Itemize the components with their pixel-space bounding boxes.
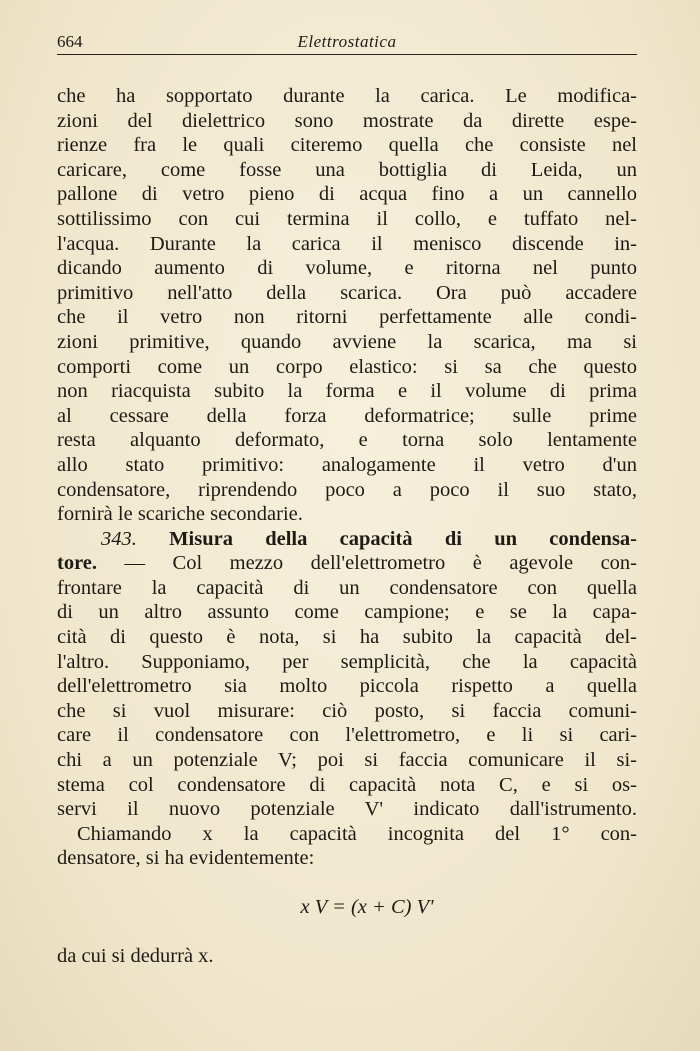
paragraph-calling-x bbox=[57, 822, 637, 871]
text-line: l'altro. Supponiamo, per semplicità, che la capacità bbox=[57, 650, 637, 673]
running-title: Elettrostatica bbox=[297, 32, 397, 51]
text-line: che il vetro non ritorni perfettamente alle condi- bbox=[57, 306, 637, 329]
text-line: Chiamando x la capacità incognita del 1° con- bbox=[77, 822, 637, 845]
text-line: pallone di vetro pieno di acqua fino a un cannello bbox=[57, 183, 637, 206]
section-title-part2: tore. bbox=[57, 552, 98, 575]
paragraph-dielectric bbox=[57, 84, 637, 527]
body-text bbox=[57, 84, 637, 968]
text-line: zioni del dielettrico sono mostrate da dirette espe- bbox=[57, 109, 637, 132]
section-number: 343. bbox=[101, 527, 137, 550]
text-line: allo stato primitivo: analogamente il vetro d'un bbox=[57, 453, 637, 476]
text-line: che ha sopportato durante la carica. Le modifica- bbox=[57, 85, 637, 107]
text-line: caricare, come fosse una bottiglia di Leida, un bbox=[57, 158, 637, 181]
text-line: dicando aumento di volume, e ritorna nel punto bbox=[57, 257, 637, 280]
text-line: condensatore, riprendendo poco a poco il suo stato, bbox=[57, 478, 637, 501]
text-line: densatore, si ha evidentemente: bbox=[57, 847, 315, 870]
text-line: zioni primitive, quando avviene la scarica, ma si bbox=[57, 330, 637, 353]
text-line: primitivo nell'atto della scarica. Ora può accadere bbox=[57, 281, 637, 304]
section-heading-line-2 bbox=[57, 551, 637, 576]
section-title-part1: Misura della capacità di un condensa- bbox=[169, 527, 638, 550]
paragraph-measure bbox=[57, 576, 637, 822]
text-line: resta alquanto deformato, e torna solo lentamente bbox=[57, 429, 637, 452]
formula: x V = (x + C) V' bbox=[300, 896, 434, 918]
text-line: sottilissimo con cui termina il collo, e tuffato nel- bbox=[57, 207, 637, 230]
text-line: servi il nuovo potenziale V' indicato dall'istrumento. bbox=[57, 798, 637, 821]
text-line: l'acqua. Durante la carica il menisco discende in- bbox=[57, 232, 637, 255]
text-line: comporti come un corpo elastico: si sa che questo bbox=[57, 355, 637, 378]
text-line: al cessare della forza deformatrice; sulle prime bbox=[57, 404, 637, 427]
page-header bbox=[57, 30, 637, 55]
text-line: care il condensatore con l'elettrometro, e li si cari- bbox=[57, 724, 637, 747]
text-line: frontare la capacità di un condensatore con quella bbox=[57, 576, 637, 599]
text-line: chi a un potenziale V; poi si faccia comunicare il si- bbox=[57, 749, 637, 772]
text-line: di un altro assunto come campione; e se la capa- bbox=[57, 601, 637, 624]
text-line: rienze fra le quali citeremo quella che consiste nel bbox=[57, 134, 637, 157]
section-343 bbox=[57, 527, 637, 822]
section-first-line-rest: — Col mezzo dell'elettrometro è agevole con- bbox=[124, 552, 637, 575]
text-line: non riacquista subito la forma e il volume di prima bbox=[57, 380, 637, 403]
text-line: cità di questo è nota, si ha subito la capacità del- bbox=[57, 626, 637, 649]
text-line: stema col condensatore di capacità nota C, e si os- bbox=[57, 773, 637, 796]
text-line: dell'elettrometro sia molto piccola rispetto a quella bbox=[57, 675, 637, 698]
text-line: che si vuol misurare: ciò posto, si faccia comuni- bbox=[57, 699, 637, 722]
section-heading-line bbox=[57, 527, 637, 552]
text-line: fornirà le scariche secondarie. bbox=[57, 503, 303, 526]
page-number: 664 bbox=[57, 32, 83, 51]
closing-line: da cui si dedurrà x. bbox=[57, 944, 214, 967]
